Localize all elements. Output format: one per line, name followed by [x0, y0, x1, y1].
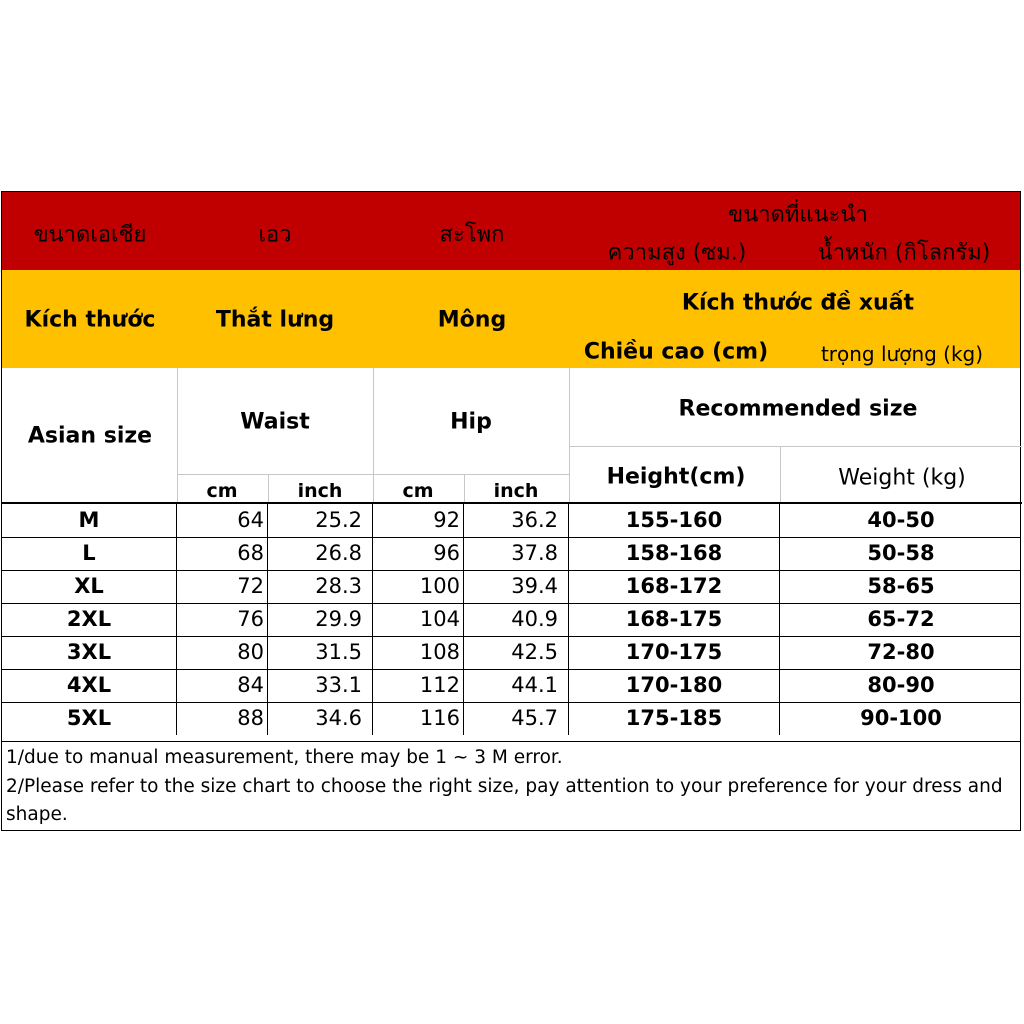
height-cell: 155-160 — [569, 504, 780, 537]
hip-inch-cell: 36.2 — [464, 504, 569, 537]
hip-cm-cell: 100 — [373, 570, 464, 603]
table-row — [2, 537, 1020, 571]
size-cell: M — [2, 504, 177, 537]
hip-cm-cell: 108 — [373, 636, 464, 669]
table-row — [2, 669, 1020, 703]
weight-cell: 50-58 — [867, 541, 935, 565]
weight-cell: 58-65 — [867, 574, 935, 598]
vi-asian-size-label: Kích thước — [24, 307, 156, 333]
weight-header: Weight (kg) — [838, 465, 966, 491]
waist-inch-subheader: inch — [297, 480, 343, 502]
size-cell: L — [2, 537, 177, 570]
waist-inch-cell: 28.3 — [268, 570, 373, 603]
recommended-size-header: Recommended size — [678, 396, 918, 422]
notes-section — [2, 741, 1020, 831]
size-cell: 3XL — [2, 636, 177, 669]
thai-height-label: ความสูง (ซม.) — [607, 240, 747, 266]
vi-weight-label: trọng lượng (kg) — [820, 342, 984, 366]
table-row — [2, 570, 1020, 604]
table-row — [2, 603, 1020, 637]
hip-cm-cell: 96 — [373, 537, 464, 570]
height-cell: 175-185 — [569, 702, 780, 735]
vi-waist-label: Thắt lưng — [215, 307, 335, 333]
hip-inch-cell: 40.9 — [464, 603, 569, 636]
weight-cell: 40-50 — [867, 508, 935, 532]
table-row — [2, 702, 1020, 735]
vi-hip-label: Mông — [437, 307, 507, 333]
weight-cell: 72-80 — [867, 640, 935, 664]
height-cell: 168-172 — [569, 570, 780, 603]
height-header: Height(cm) — [606, 464, 746, 490]
table-row — [2, 504, 1020, 538]
hip-inch-cell: 42.5 — [464, 636, 569, 669]
waist-inch-cell: 26.8 — [268, 537, 373, 570]
thai-recommended-label: ขนาดที่แนะนำ — [728, 202, 868, 228]
waist-inch-cell: 33.1 — [268, 669, 373, 702]
size-table-body — [2, 504, 1020, 741]
hip-cm-cell: 104 — [373, 603, 464, 636]
size-cell: 5XL — [2, 702, 177, 735]
hip-inch-subheader: inch — [493, 480, 539, 502]
waist-inch-cell: 34.6 — [268, 702, 373, 735]
size-cell: XL — [2, 570, 177, 603]
weight-cell: 65-72 — [867, 607, 935, 631]
height-cell: 170-180 — [569, 669, 780, 702]
thai-waist-label: เอว — [258, 222, 292, 248]
waist-cm-subheader: cm — [206, 480, 238, 502]
height-cell: 158-168 — [569, 537, 780, 570]
hip-inch-cell: 45.7 — [464, 702, 569, 735]
waist-cm-cell: 88 — [177, 702, 268, 735]
vi-recommended-label: Kích thước đề xuất — [681, 290, 915, 316]
waist-inch-cell: 31.5 — [268, 636, 373, 669]
hip-inch-cell: 39.4 — [464, 570, 569, 603]
thai-hip-label: สะโพก — [439, 222, 505, 248]
height-cell: 170-175 — [569, 636, 780, 669]
hip-cm-cell: 92 — [373, 504, 464, 537]
hip-cm-cell: 112 — [373, 669, 464, 702]
thai-weight-label: น้ำหนัก (กิโลกรัม) — [817, 240, 991, 266]
size-chart-table — [1, 191, 1021, 831]
thai-header-row — [2, 192, 1020, 270]
note-line: 2/Please refer to the size chart to choose the right size, pay attention to your preference for your dress and shape. — [6, 775, 1003, 825]
english-header-row — [2, 368, 1020, 504]
vietnamese-header-row — [2, 270, 1020, 368]
waist-inch-cell: 29.9 — [268, 603, 373, 636]
waist-cm-cell: 68 — [177, 537, 268, 570]
asian-size-header: Asian size — [27, 423, 153, 449]
waist-cm-cell: 64 — [177, 504, 268, 537]
size-cell: 4XL — [2, 669, 177, 702]
hip-header: Hip — [450, 409, 492, 435]
waist-cm-cell: 76 — [177, 603, 268, 636]
vi-height-label: Chiều cao (cm) — [583, 339, 769, 365]
waist-cm-cell: 80 — [177, 636, 268, 669]
weight-cell: 80-90 — [867, 673, 935, 697]
hip-inch-cell: 37.8 — [464, 537, 569, 570]
waist-cm-cell: 72 — [177, 570, 268, 603]
thai-asian-size-label: ขนาดเอเชีย — [33, 222, 147, 248]
waist-header: Waist — [240, 409, 310, 435]
hip-cm-cell: 116 — [373, 702, 464, 735]
waist-cm-cell: 84 — [177, 669, 268, 702]
table-row — [2, 636, 1020, 670]
note-line: 1/due to manual measurement, there may be 1 ~ 3 M error. — [6, 747, 563, 768]
size-cell: 2XL — [2, 603, 177, 636]
waist-inch-cell: 25.2 — [268, 504, 373, 537]
weight-cell: 90-100 — [860, 706, 942, 730]
height-cell: 168-175 — [569, 603, 780, 636]
hip-inch-cell: 44.1 — [464, 669, 569, 702]
hip-cm-subheader: cm — [402, 480, 434, 502]
